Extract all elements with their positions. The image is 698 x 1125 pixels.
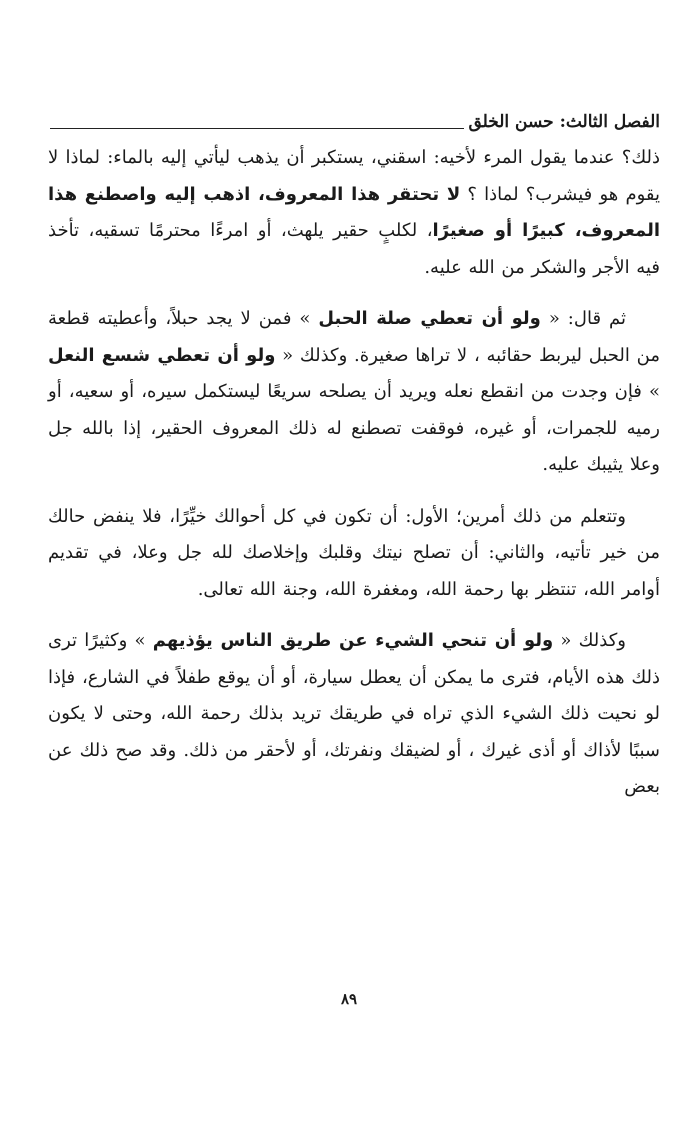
bold-text-segment: ولو أن تنحي الشيء عن طريق الناس يؤذيهم (152, 630, 554, 651)
text-segment: ذلك؟ عندما يقول المرء لأخيه: اسقني، يستكبر أن يذهب ليأتي إليه بالماء: لماذا لا يقوم هو فيشرب؟ لماذا ؟ (48, 147, 660, 205)
bold-text-segment: ولو أن تعطي شسع النعل (48, 344, 276, 366)
text-segment: » وكثيرًا ترى ذلك هذه الأيام، فترى ما يمكن أن يعطل سيارة، أو أن يوقع طفلاً في الشارع، فإذا لو نحيت ذلك الشيء الذي تراه في طريقك تريد بذلك رحمة الله، وحتى لا يكون سببًا لأذاك أو أذى غيرك ، أو لضيقك ونفرتك، أو لأحقر من ذلك. وقد صح ذلك عن بعض (48, 630, 660, 797)
paragraph-3 (48, 499, 660, 609)
paragraph-4 (48, 623, 660, 806)
text-segment: ثم قال: « (540, 308, 627, 329)
text-segment: ، لكلبٍ حقير يلهث، أو امرءًا محترمًا تسقيه، تأخذ فيه الأجر والشكر من الله عليه. (48, 220, 660, 278)
page-body (48, 140, 660, 821)
text-segment: » فمن لا يجد حبلاً، وأعطيته قطعة من الحبل ليربط حقائبه ، لا تراها صغيرة. وكذلك « (48, 308, 661, 366)
text-segment: وكذلك « (553, 630, 627, 651)
bold-text-segment: لا تحتقر هذا المعروف، اذهب إليه واصطنع هذا المعروف، كبيرًا أو صغيرًا (48, 183, 660, 241)
bold-text-segment: ولو أن تعطي صلة الحبل (318, 308, 541, 329)
text-segment: وتتعلم من ذلك أمرين؛ الأول: أن تكون في كل أحوالك خيِّرًا، فلا ينفض حالك من خير تأتيه، والثاني: أن تصلح نيتك وقلبك وإخلاصك لله جل وعلا، في تقديم أوامر الله، تنتظر بها رحمة الله، ومغفرة الله، وجنة الله تعالى. (48, 505, 660, 600)
page-number: ٨٩ (340, 990, 358, 1008)
text-segment: » فإن وجدت من انقطع نعله ويريد أن يصلحه سريعًا ليستكمل سيره، أو سعيه، أو رميه للجمرات، أو غيره، فوقفت تصطنع له ذلك المعروف الحقير، إذا بالله جل وعلا يثيبك عليه. (48, 381, 660, 475)
paragraph-1 (48, 140, 660, 286)
paragraph-2 (48, 301, 660, 484)
chapter-title: الفصل الثالث: حسن الخلق (468, 112, 660, 132)
running-header (50, 112, 660, 132)
header-rule (50, 128, 464, 129)
